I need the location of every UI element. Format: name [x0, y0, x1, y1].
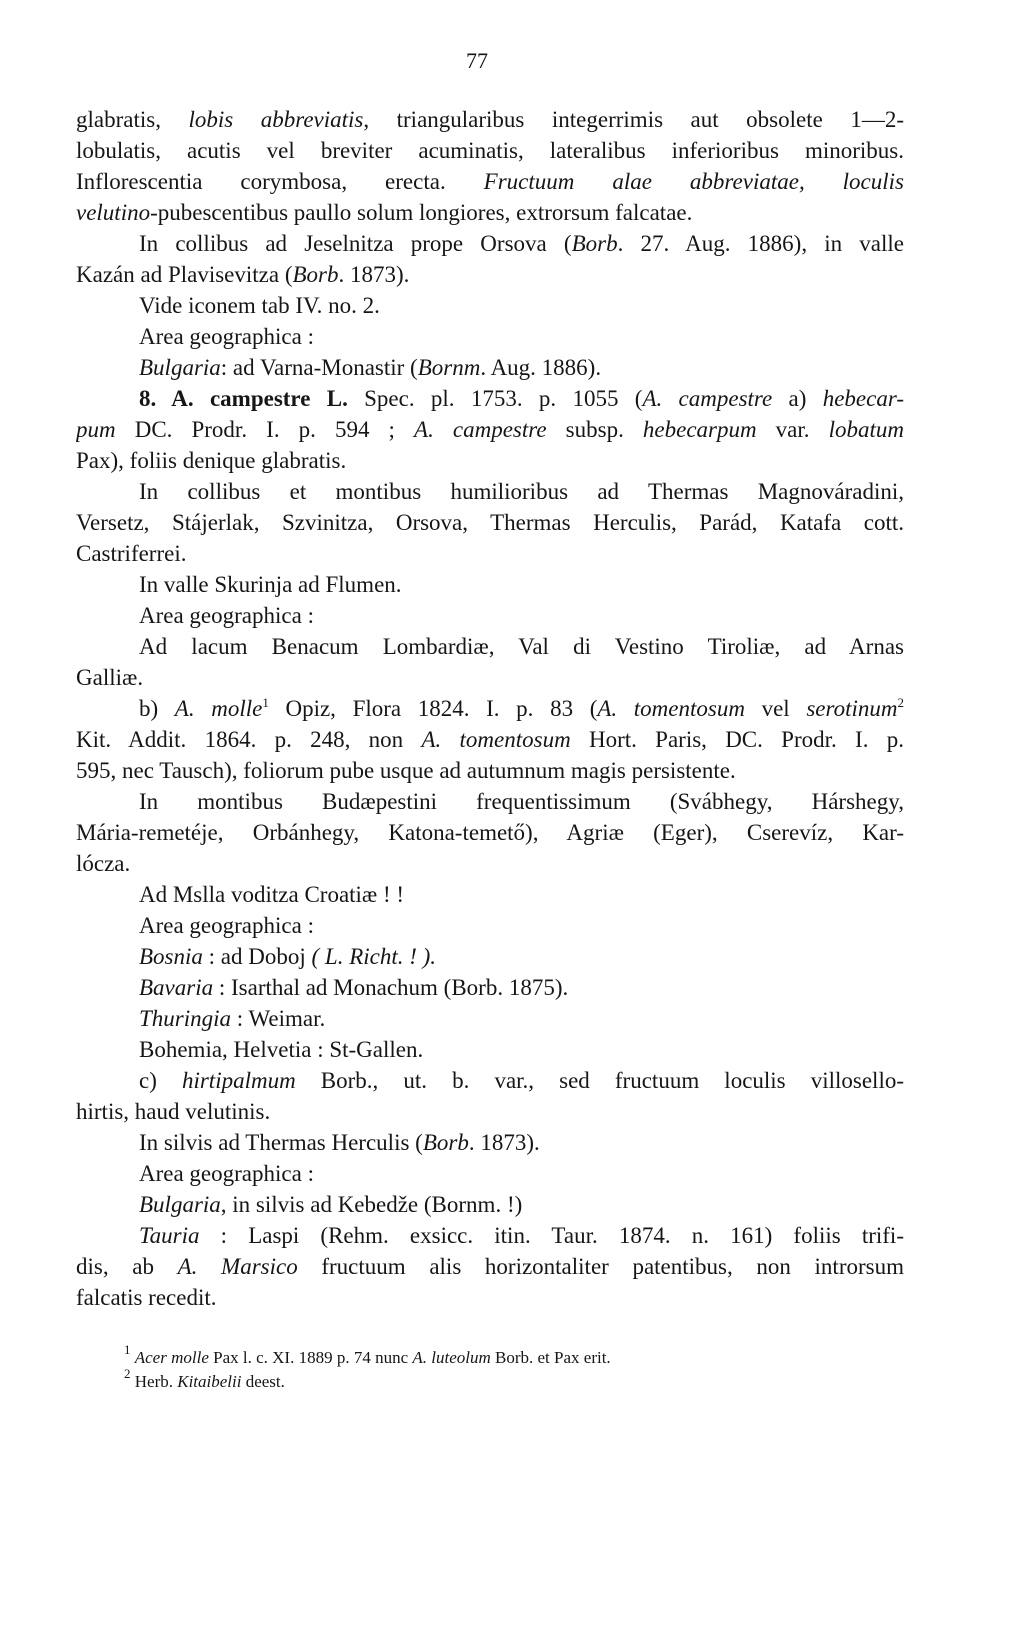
- text-line: [139, 290, 904, 321]
- text-line: [139, 1158, 904, 1189]
- text-line: [139, 910, 904, 941]
- text-segment: 595, nec Tausch), foliorum pube usque ad autumnum magis persistente.: [76, 758, 736, 783]
- text-segment: fructuum alis horizontaliter patentibus, non introrsum: [297, 1254, 904, 1279]
- text-segment: Spec. pl. 1753. p. 1055 (: [364, 386, 643, 411]
- text-segment: ( L. Richt. ! ).: [311, 944, 437, 969]
- text-segment: Borb. et Pax erit.: [490, 1348, 611, 1367]
- text-segment: Bosnia: [139, 944, 203, 969]
- text-line: [76, 414, 904, 445]
- text-line: [139, 972, 904, 1003]
- footnote: [124, 1342, 611, 1370]
- text-line: [76, 507, 904, 538]
- text-segment: Kitaibelii: [177, 1372, 242, 1391]
- text-line: [76, 662, 904, 693]
- text-segment: Bornm: [417, 355, 481, 380]
- text-segment: falcatis recedit.: [76, 1285, 217, 1310]
- text-line: [139, 1127, 904, 1158]
- text-segment: Bulgaria: [139, 1192, 221, 1217]
- text-line: [76, 1282, 904, 1313]
- text-segment: Kazán ad Plavisevitza (: [76, 262, 293, 287]
- text-segment: Hort. Paris, DC. Prodr. I. p.: [570, 727, 904, 752]
- text-segment: lócza.: [76, 851, 131, 876]
- text-segment: hebecarpum: [642, 417, 757, 442]
- text-line: [139, 1034, 904, 1065]
- text-segment: Mária-remetéje, Orbánhegy, Katona-temető), Agriæ (Eger), Cserevíz, Kar-: [76, 820, 904, 845]
- text-segment: Pax l. c. XI. 1889 p. 74 nunc: [208, 1348, 413, 1367]
- text-segment: . 27. Aug. 1886), in valle: [617, 231, 904, 256]
- text-segment: Bohemia, Helvetia : St-Gallen.: [139, 1037, 424, 1062]
- text-segment: lobulatis, acutis vel breviter acuminatis, lateralibus inferioribus minoribus.: [76, 138, 904, 163]
- text-segment: In silvis ad Thermas Herculis (: [139, 1130, 423, 1155]
- text-line: [76, 135, 904, 166]
- text-segment: , triangularibus integerrimis aut obsolete 1—2-: [363, 107, 904, 132]
- text-segment: Area geographica :: [139, 603, 314, 628]
- text-line: [139, 1220, 904, 1251]
- text-segment: A. tomentosum: [421, 727, 571, 752]
- text-line: [139, 879, 904, 910]
- text-segment: Galliæ.: [76, 665, 144, 690]
- text-segment: lobatum: [828, 417, 904, 442]
- text-line: [76, 166, 904, 197]
- text-segment: subsp.: [546, 417, 643, 442]
- text-line: [76, 755, 904, 786]
- text-line: [76, 538, 904, 569]
- text-segment: A. tomentosum: [597, 696, 745, 721]
- text-segment: serotinum: [806, 696, 898, 721]
- text-segment: Borb: [292, 262, 339, 287]
- text-segment: hirtis, haud velutinis.: [76, 1099, 271, 1124]
- text-segment: Borb: [422, 1130, 469, 1155]
- page-number: 77: [466, 48, 488, 73]
- text-line: [76, 1251, 904, 1282]
- text-segment: : Weimar.: [231, 1006, 326, 1031]
- text-line: [139, 383, 904, 414]
- text-segment: A. Marsico: [177, 1254, 298, 1279]
- text-segment: Vide iconem tab IV. no. 2.: [139, 293, 380, 318]
- text-segment: pum: [76, 417, 116, 442]
- text-segment: a): [772, 386, 823, 411]
- text-segment: . Aug. 1886).: [480, 355, 602, 380]
- text-segment: : ad Varna-Monastir (: [220, 355, 418, 380]
- text-line: [76, 848, 904, 879]
- text-segment: Bavaria: [139, 975, 214, 1000]
- text-line: [76, 817, 904, 848]
- text-segment: In collibus ad Jeselnitza prope Orsova (: [139, 231, 572, 256]
- text-line: [139, 1065, 904, 1096]
- text-segment: velutino: [76, 200, 151, 225]
- text-line: [139, 1003, 904, 1034]
- text-line: [139, 1189, 904, 1220]
- text-line: [139, 631, 904, 662]
- text-segment: Acer molle: [134, 1348, 209, 1367]
- text-segment: , in silvis ad Kebedže (Bornm. !): [220, 1192, 523, 1217]
- text-line: [139, 476, 904, 507]
- text-segment: : Isarthal ad Monachum (Borb. 1875).: [213, 975, 569, 1000]
- footnote-marker: 2: [124, 1366, 131, 1381]
- text-line: [139, 786, 904, 817]
- text-segment: Herb.: [130, 1372, 178, 1391]
- text-segment: hirtipalmum: [181, 1068, 296, 1093]
- text-segment: In montibus Budæpestini frequentissimum (Svábhegy, Hárshegy,: [139, 789, 904, 814]
- text-line: [76, 104, 904, 135]
- text-line: [139, 569, 904, 600]
- text-segment: -pubescentibus paullo solum longiores, extrorsum falcatae.: [150, 200, 693, 225]
- text-line: [139, 693, 904, 724]
- text-line: [76, 1096, 904, 1127]
- text-segment: . 1873).: [468, 1130, 540, 1155]
- text-segment: Kit. Addit. 1864. p. 248, non: [76, 727, 422, 752]
- text-segment: b): [139, 696, 175, 721]
- text-segment: Area geographica :: [139, 913, 314, 938]
- footnote-marker: 2: [897, 695, 904, 710]
- text-segment: Fructuum alae abbreviatae, loculis: [483, 169, 904, 194]
- text-segment: A. campestre: [414, 417, 547, 442]
- text-line: [139, 321, 904, 352]
- text-segment: : Laspi (Rehm. exsicc. itin. Taur. 1874. n. 161) foliis trifi-: [199, 1223, 904, 1248]
- text-segment: A. campestre: [642, 386, 773, 411]
- text-segment: A. luteolum: [412, 1348, 491, 1367]
- text-segment: Area geographica :: [139, 324, 314, 349]
- text-line: [139, 352, 904, 383]
- text-line: [139, 941, 904, 972]
- text-segment: Thuringia: [139, 1006, 232, 1031]
- text-segment: 8. A. campestre L.: [139, 386, 365, 411]
- text-segment: Opiz, Flora 1824. I. p. 83 (: [268, 696, 598, 721]
- footnote: [124, 1366, 285, 1394]
- text-segment: deest.: [241, 1372, 285, 1391]
- text-segment: Borb: [571, 231, 618, 256]
- text-segment: . 1873).: [338, 262, 410, 287]
- text-segment: In valle Skurinja ad Flumen.: [139, 572, 402, 597]
- text-segment: A. molle: [174, 696, 263, 721]
- text-segment: Area geographica :: [139, 1161, 314, 1186]
- text-segment: Inflorescentia corymbosa, erecta.: [76, 169, 484, 194]
- text-line: [76, 259, 904, 290]
- text-line: [139, 600, 904, 631]
- text-segment: lobis abbreviatis: [188, 107, 364, 132]
- text-segment: In collibus et montibus humilioribus ad Thermas Magnováradini,: [139, 479, 904, 504]
- text-segment: dis, ab: [76, 1254, 178, 1279]
- text-segment: Castriferrei.: [76, 541, 187, 566]
- text-segment: var.: [756, 417, 829, 442]
- text-segment: Ad Mslla voditza Croatiæ ! !: [139, 882, 405, 907]
- footnote-marker: 1: [124, 1342, 131, 1357]
- text-line: [139, 228, 904, 259]
- text-line: [76, 445, 904, 476]
- text-segment: Pax), foliis denique glabratis.: [76, 448, 347, 473]
- text-segment: Bulgaria: [139, 355, 221, 380]
- text-segment: vel: [744, 696, 807, 721]
- text-segment: glabratis,: [76, 107, 189, 132]
- text-segment: c): [139, 1068, 182, 1093]
- text-segment: hebecar-: [822, 386, 904, 411]
- text-segment: Ad lacum Benacum Lombardiæ, Val di Vestino Tiroliæ, ad Arnas: [139, 634, 904, 659]
- text-segment: : ad Doboj: [202, 944, 312, 969]
- text-line: [76, 724, 904, 755]
- text-line: [76, 197, 904, 228]
- footnote-marker: 1: [262, 695, 269, 710]
- text-segment: DC. Prodr. I. p. 594 ;: [115, 417, 415, 442]
- text-segment: Versetz, Stájerlak, Szvinitza, Orsova, Thermas Herculis, Parád, Katafa cott.: [76, 510, 904, 535]
- text-segment: Borb., ut. b. var., sed fructuum loculis villosello-: [295, 1068, 904, 1093]
- text-segment: Tauria: [139, 1223, 200, 1248]
